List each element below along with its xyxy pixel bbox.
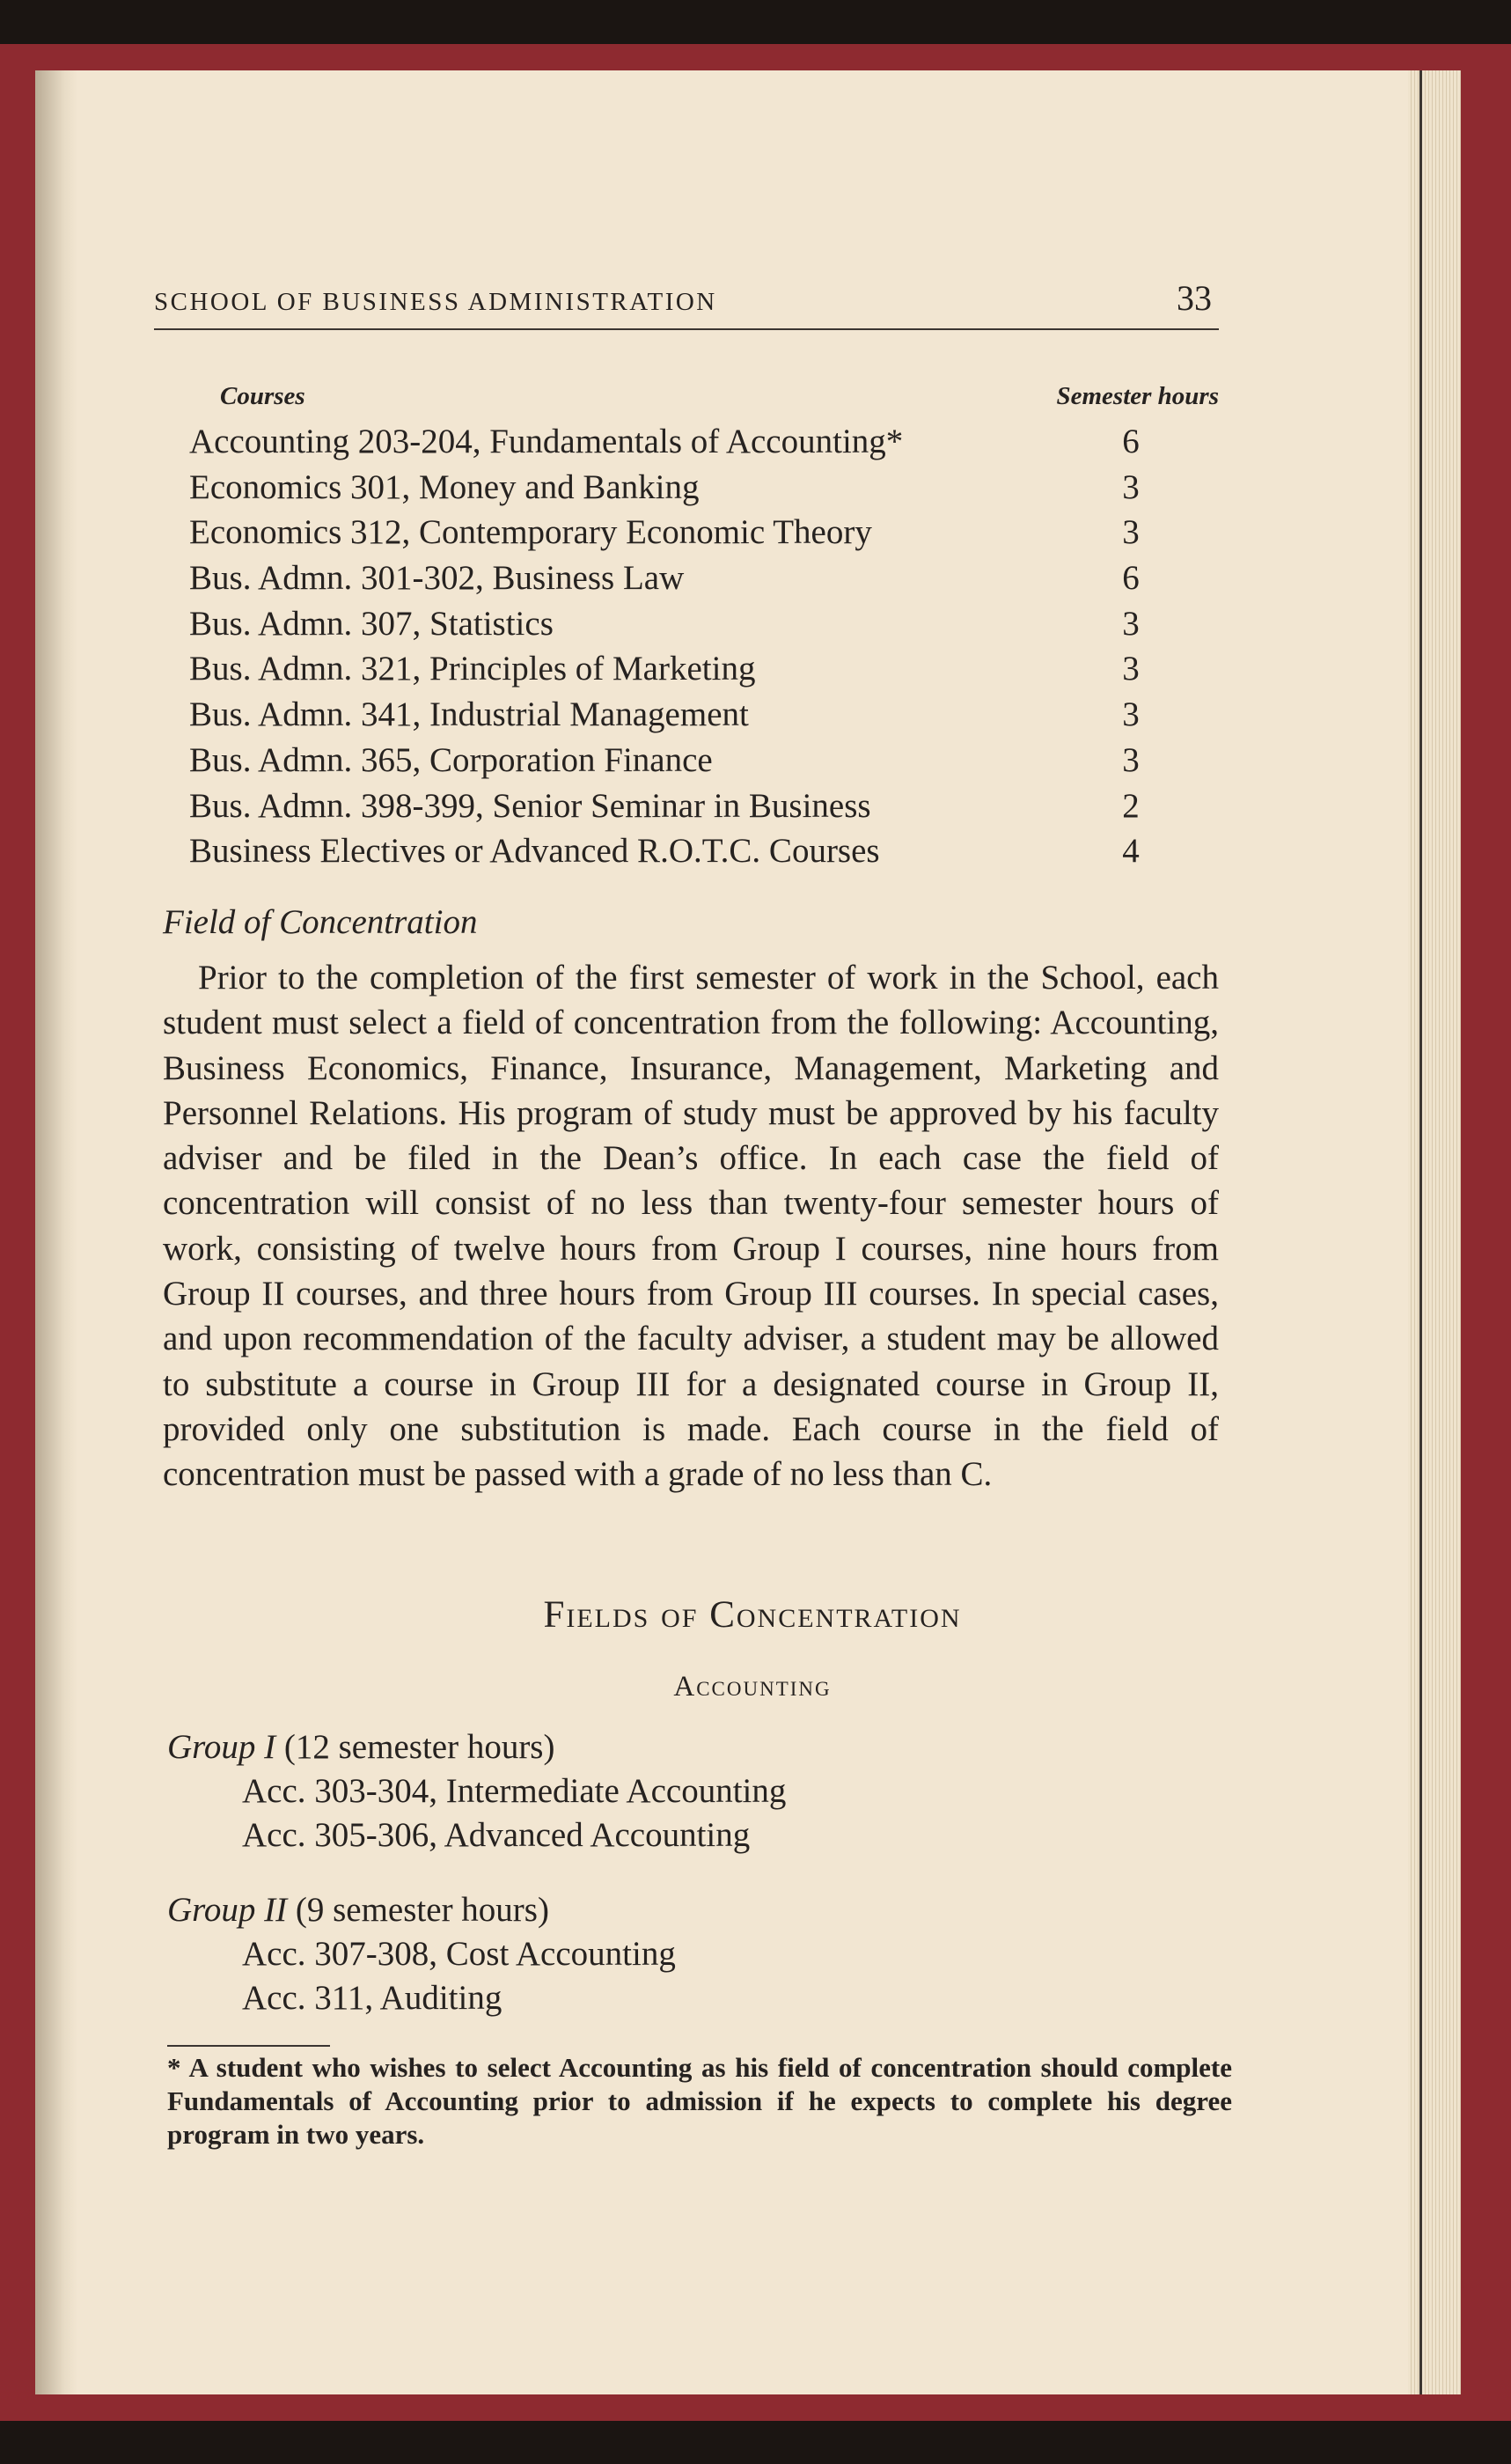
course-row xyxy=(189,692,1219,738)
course-name: Accounting 203-204, Fundamentals of Accounting* xyxy=(189,423,904,460)
course-name: Bus. Admn. 398-399, Senior Seminar in Business xyxy=(189,786,871,825)
page-edge-line xyxy=(1419,70,1422,2394)
concentration-paragraph xyxy=(163,955,1219,1497)
course-name: Business Electives or Advanced R.O.T.C. Courses xyxy=(189,832,880,871)
course-hours: 6 xyxy=(1122,423,1140,460)
paragraph-text: Prior to the completion of the first semester of work in the School, each student must select a field of concentration from the following: Accounting, Business Economics, Finance, Insurance, Management, Marketing and Personnel Relations. His program of study must be approved by his faculty adviser and be filed in the Dean’s office. In each case the field of concentration will consist of no less than twenty-four semester hours of work, consisting of twelve hours from Group I courses, nine hours from Group II courses, and three hours from Group III courses. In special cases, and upon recommendation of the faculty adviser, a student may be allowed to substitute a course in Group III for a designated course in Group II, provided only one substitution is made. Each course in the field of concentration must be passed with a grade of no less than C. xyxy=(163,959,1219,1494)
footnote-text: * A student who wishes to select Accounting as his field of concentration should complete Fundamentals of Accounting prior to admission if he expects to complete his degree program in two years. xyxy=(167,2052,1232,2150)
running-head xyxy=(154,277,1219,330)
course-hours: 3 xyxy=(1122,740,1140,779)
accounting-subheading: Accounting xyxy=(673,1671,832,1703)
running-title: SCHOOL OF BUSINESS ADMINISTRATION xyxy=(154,288,717,316)
group-title xyxy=(167,1725,1223,1769)
group-one xyxy=(167,1725,1223,1857)
course-hours: 6 xyxy=(1122,559,1140,598)
hours-column-header: Semester hours xyxy=(1056,382,1219,410)
group-name: Group I xyxy=(167,1728,276,1766)
course-row xyxy=(189,828,1219,874)
course-table-header xyxy=(189,379,1219,419)
page-edge xyxy=(1408,70,1461,2394)
section-label-field-of-concentration: Field of Concentration xyxy=(163,903,478,941)
course-name: Bus. Admn. 341, Industrial Management xyxy=(189,695,749,734)
course-name: Bus. Admn. 321, Principles of Marketing xyxy=(189,650,756,688)
page-number: 33 xyxy=(1177,278,1212,318)
course-name: Bus. Admn. 301-302, Business Law xyxy=(189,559,685,598)
group-course: Acc. 311, Auditing xyxy=(242,1979,502,2017)
course-name: Economics 301, Money and Banking xyxy=(189,467,700,506)
course-name: Bus. Admn. 365, Corporation Finance xyxy=(189,740,713,779)
footnote-rule xyxy=(167,2045,330,2047)
courses-column-header: Courses xyxy=(220,382,305,410)
group-hours: (12 semester hours) xyxy=(283,1728,555,1766)
group-course: Acc. 303-304, Intermediate Accounting xyxy=(242,1772,787,1810)
course-row xyxy=(189,555,1219,601)
course-name: Bus. Admn. 307, Statistics xyxy=(189,604,554,643)
course-hours: 2 xyxy=(1122,786,1140,825)
course-name: Economics 312, Contemporary Economic Theory xyxy=(189,513,872,552)
course-hours: 3 xyxy=(1122,467,1140,506)
course-hours: 3 xyxy=(1122,650,1140,688)
fields-of-concentration-heading: Fields of Concentration xyxy=(543,1594,962,1636)
group-two xyxy=(167,1888,1223,2020)
course-row xyxy=(189,510,1219,555)
group-course: Acc. 307-308, Cost Accounting xyxy=(242,1935,676,1973)
group-title xyxy=(167,1888,1223,1932)
course-row xyxy=(189,419,1219,465)
course-hours: 3 xyxy=(1122,695,1140,734)
group-hours: (9 semester hours) xyxy=(295,1891,549,1929)
course-row xyxy=(189,738,1219,783)
group-name: Group II xyxy=(167,1891,288,1929)
course-hours: 3 xyxy=(1122,604,1140,643)
group-course: Acc. 305-306, Advanced Accounting xyxy=(242,1816,751,1854)
course-table xyxy=(189,379,1219,874)
course-row xyxy=(189,646,1219,692)
course-row xyxy=(189,465,1219,511)
page-gutter xyxy=(35,70,77,2394)
course-row xyxy=(189,783,1219,829)
course-row xyxy=(189,601,1219,647)
course-hours: 4 xyxy=(1122,832,1140,871)
course-hours: 3 xyxy=(1122,513,1140,552)
footnote xyxy=(167,2051,1232,2151)
